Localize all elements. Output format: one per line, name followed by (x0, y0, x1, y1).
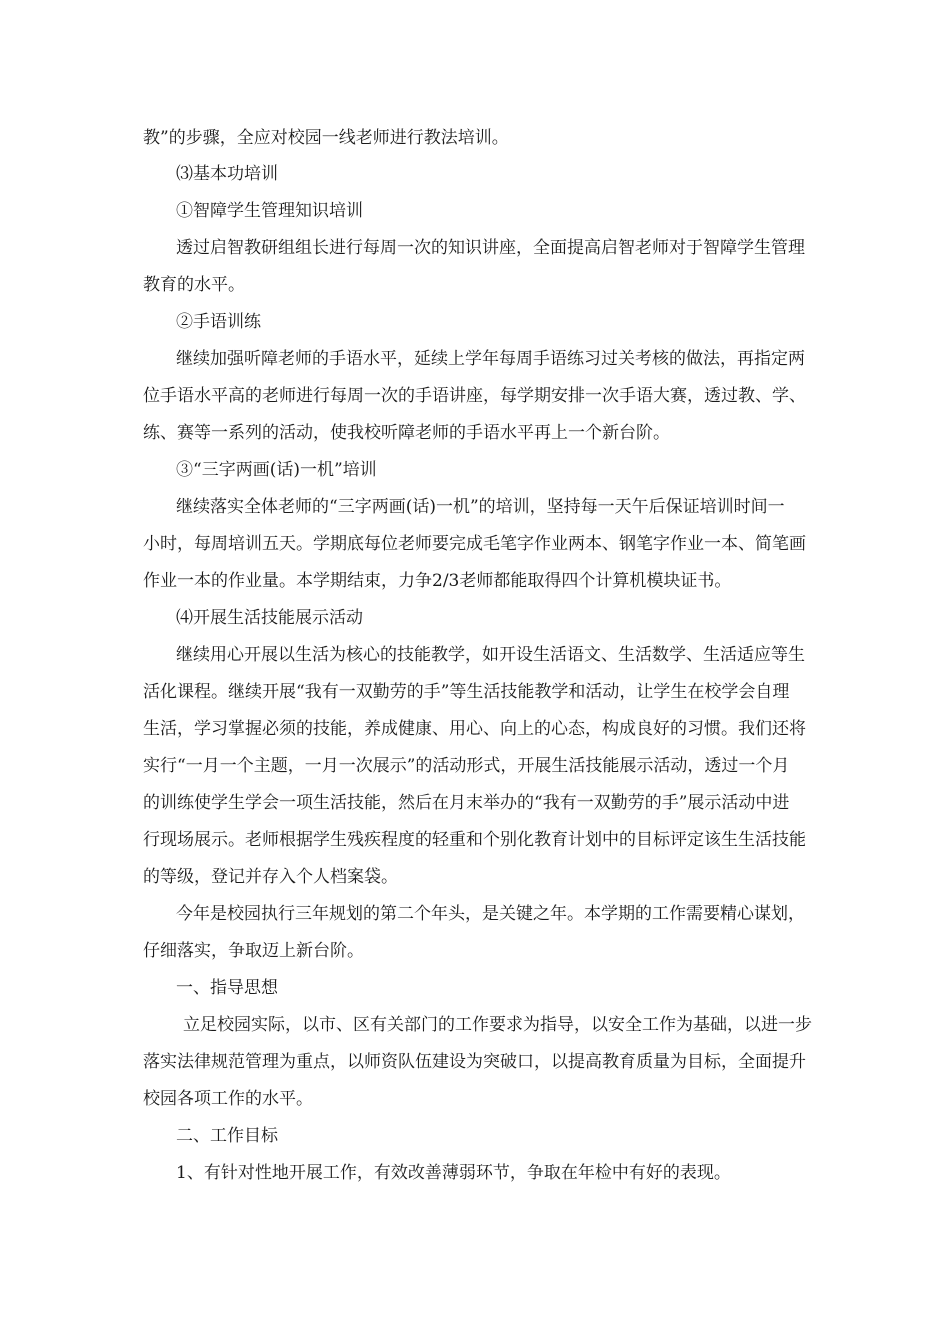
subsection-heading: ③“三字两画(话)一机”培训 (176, 460, 377, 480)
paragraph-line: 今年是校园执行三年规划的第二个年头，是关键之年。本学期的工作需要精心谋划， (176, 904, 805, 924)
section-heading: ⑷开展生活技能展示活动 (176, 608, 363, 628)
chapter-heading: 一、指导思想 (176, 978, 278, 998)
paragraph-line: 透过启智教研组组长进行每周一次的知识讲座，全面提高启智老师对于智障学生管理 (176, 238, 805, 258)
paragraph-line: 继续加强听障老师的手语水平，延续上学年每周手语练习过关考核的做法，再指定两 (176, 349, 805, 369)
paragraph-line: 校园各项工作的水平。 (143, 1089, 313, 1109)
paragraph-line: 作业一本的作业量。本学期结束，力争2/3老师都能取得四个计算机模块证书。 (143, 571, 732, 591)
paragraph-line: 位手语水平高的老师进行每周一次的手语讲座，每学期安排一次手语大赛，透过教、学、 (143, 386, 806, 406)
paragraph-line: 继续落实全体老师的“三字两画(话)一机”的培训，坚持每一天午后保证培训时间一 (176, 497, 785, 517)
paragraph-line: 行现场展示。老师根据学生残疾程度的轻重和个别化教育计划中的目标评定该生生活技能 (143, 830, 806, 850)
subsection-heading: ①智障学生管理知识培训 (176, 201, 363, 221)
paragraph-line: 的训练使学生学会一项生活技能，然后在月末举办的“我有一双勤劳的手”展示活动中进 (143, 793, 790, 813)
section-heading: ⑶基本功培训 (176, 164, 278, 184)
paragraph-line: 1、有针对性地开展工作，有效改善薄弱环节，争取在年检中有好的表现。 (176, 1163, 731, 1183)
paragraph-line: 继续用心开展以生活为核心的技能教学，如开设生活语文、生活数学、生活适应等生 (176, 645, 805, 665)
paragraph-line: 小时，每周培训五天。学期底每位老师要完成毛笔字作业两本、钢笔字作业一本、简笔画 (143, 534, 806, 554)
paragraph-line: 的等级，登记并存入个人档案袋。 (143, 867, 398, 887)
paragraph-line: 活化课程。继续开展“我有一双勤劳的手”等生活技能教学和活动，让学生在校学会自理 (143, 682, 790, 702)
paragraph-line: 练、赛等一系列的活动，使我校听障老师的手语水平再上一个新台阶。 (143, 423, 670, 443)
paragraph-line: 教育的水平。 (143, 275, 245, 295)
paragraph-line: 教”的步骤，全应对校园一线老师进行教法培训。 (143, 128, 509, 148)
paragraph-line: 实行“一月一个主题，一月一次展示”的活动形式，开展生活技能展示活动，透过一个月 (143, 756, 790, 776)
paragraph-line: 立足校园实际，以市、区有关部门的工作要求为指导，以安全工作为基础，以进一步 (183, 1015, 812, 1035)
paragraph-line: 生活，学习掌握必须的技能，养成健康、用心、向上的心态，构成良好的习惯。我们还将 (143, 719, 806, 739)
paragraph-line: 落实法律规范管理为重点，以师资队伍建设为突破口，以提高教育质量为目标，全面提升 (143, 1052, 806, 1072)
paragraph-line: 仔细落实，争取迈上新台阶。 (143, 941, 364, 961)
chapter-heading: 二、工作目标 (176, 1126, 278, 1146)
subsection-heading: ②手语训练 (176, 312, 261, 332)
